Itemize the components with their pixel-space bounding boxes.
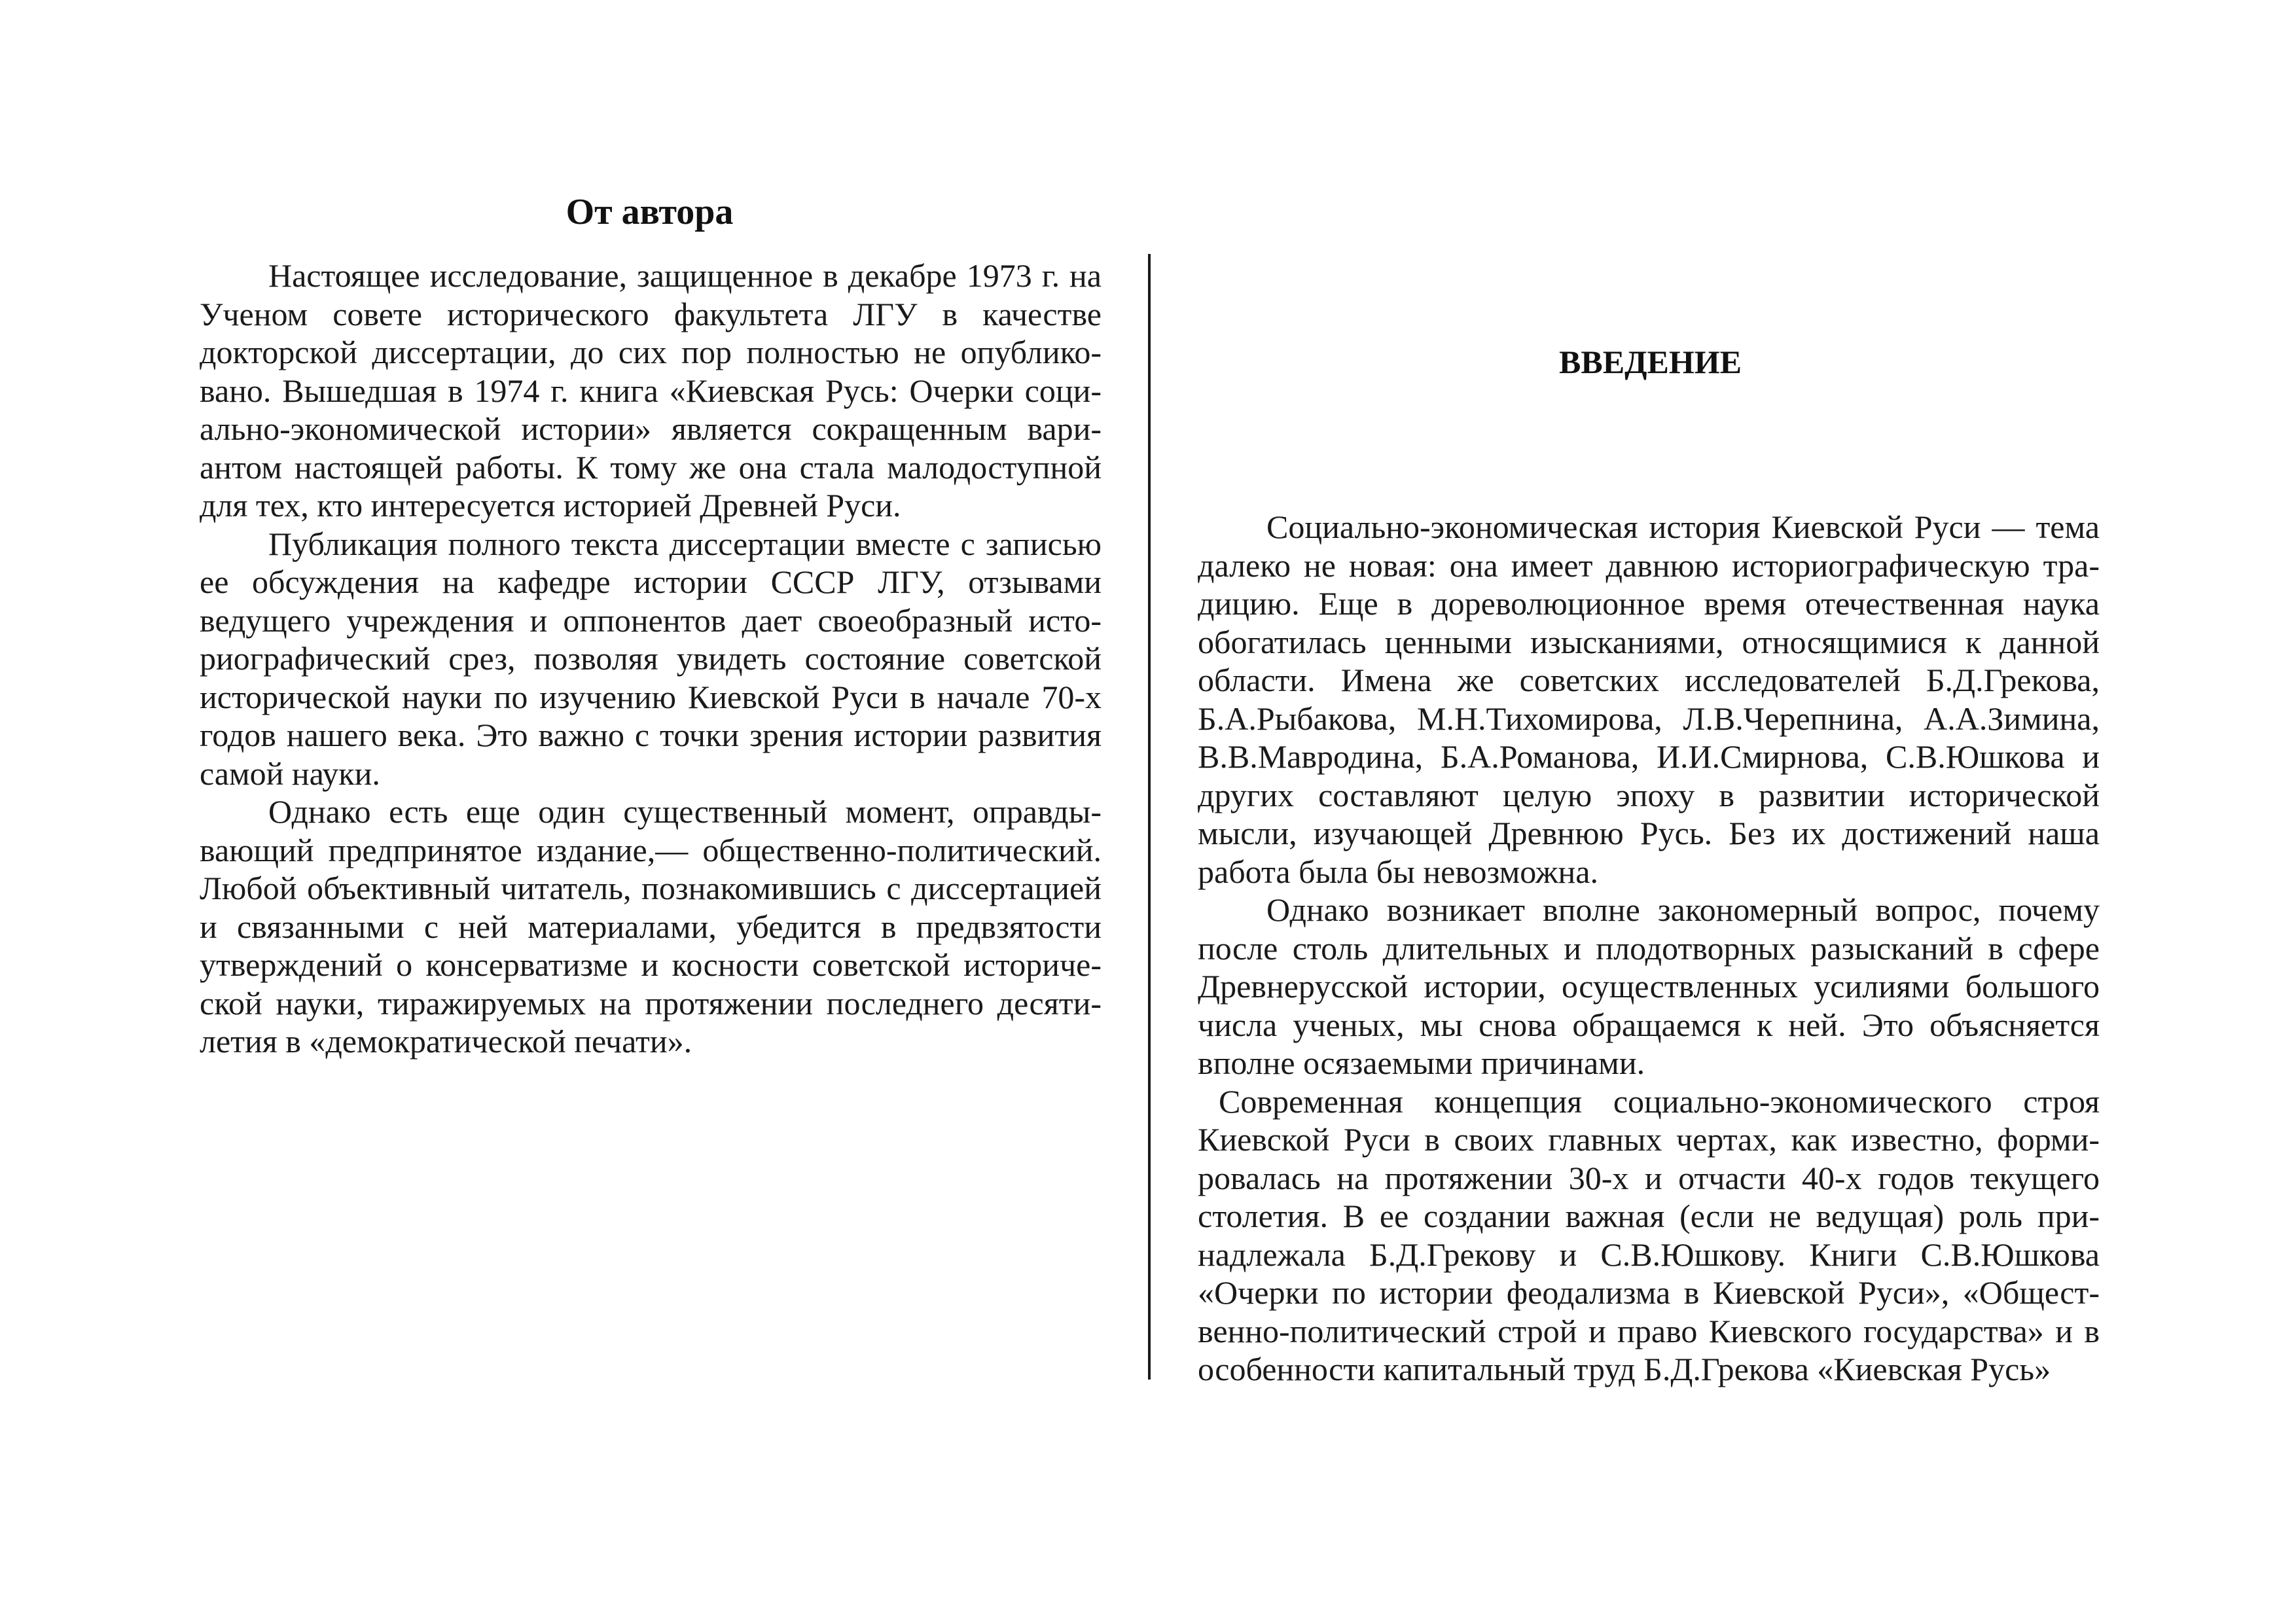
left-page-heading: От автора	[565, 192, 734, 232]
right-page-heading: ВВЕДЕНИЕ	[1559, 344, 1742, 380]
paragraph: Социально-экономическая история Киевской Руси — тема далеко не новая: она имеет давнюю историографическую традицию. Еще в дореволюционное время отечественная наука обогатилась ценными изысканиями, относящимися к данной области. Имена же советских исследователей Б.Д.Грекова, Б.А.Рыбакова, М.Н.Тихомирова, Л.В.Черепнина, А.А.Зимина, В.В.Мавродина, Б.А.Романова, И.И.Смирнова, С.В.Юшкова и других составляют целую эпоху в развитии исторической мысли, изучающей Древнюю Русь. Без их достижений наша работа была бы невозможна.	[1198, 508, 2100, 890]
paragraph: Однако возникает вполне закономерный вопрос, почему после столь длительных и плодотворных разысканий в сфере Древнерусской истории, осуществленных усилиями большого числа ученых, мы снова обращаемся к ней. Это объясняется вполне осязаемыми причинами.	[1198, 891, 2100, 1081]
right-page-body	[1198, 508, 2100, 1389]
paragraph: Современная концепция социально-экономического строя Киевской Руси в своих главных чертах, как известно, формировалась на протяжении 30-х и отчасти 40-х годов текущего столетия. В ее создании важная (если не ведущая) роль принадлежала Б.Д.Грекову и С.В.Юшкову. Книги С.В.Юшкова «Очерки по истории феодализма в Киевской Руси», «Общественно-политический строй и право Киевского государства» и в особенности капитальный труд Б.Д.Грекова «Киевская Русь»	[1198, 1082, 2100, 1387]
paragraph: Однако есть еще один существенный момент, оправдывающий предпринятое издание,— общественно-политический. Любой объективный читатель, познакомившись с диссертацией и связанными с ней материалами, убедится в предвзятости утверждений о консерватизме и косности советской исторической науки, тиражируемых на протяжении последнего десятилетия в «демократической печати».	[200, 793, 1102, 1060]
right-page	[1148, 0, 2296, 1623]
left-page-body	[200, 257, 1102, 1061]
paragraph: Настоящее исследование, защищенное в декабре 1973 г. на Ученом совете исторического факультета ЛГУ в качестве докторской диссертации, до сих пор полностью не опубликовано. Вышедшая в 1974 г. книга «Киевская Русь: Очерки социально-экономической истории» является сокращенным вариантом настоящей работы. К тому же она стала малодоступной для тех, кто интересуется историей Древней Руси.	[200, 257, 1102, 524]
paragraph: Публикация полного текста диссертации вместе с записью ее обсуждения на кафедре истории СССР ЛГУ, отзывами ведущего учреждения и оппонентов дает своеобразный историографический срез, позволяя увидеть состояние советской исторической науки по изучению Киевской Руси в начале 70-х годов нашего века. Это важно с точки зрения истории развития самой науки.	[200, 525, 1102, 792]
